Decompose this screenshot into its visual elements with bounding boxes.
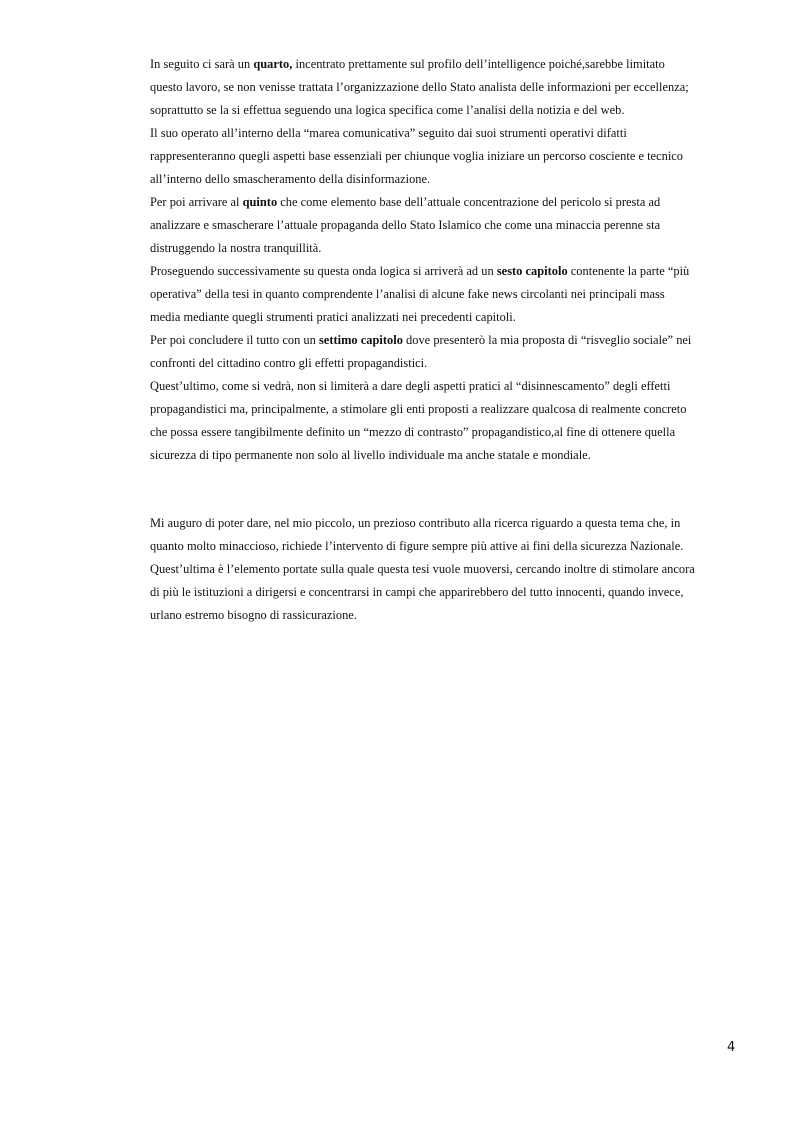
text-run: rappresenteranno quegli aspetti base essenziali per chiunque voglia iniziare un percorso cosciente e tecnico — [150, 149, 684, 163]
text-run: urlano estremo bisogno di rassicurazione. — [150, 608, 357, 622]
text-line — [150, 168, 750, 191]
paragraph — [150, 191, 750, 260]
text-line — [150, 237, 750, 260]
paragraph — [150, 375, 750, 467]
text-run: Per poi concludere il tutto con un — [150, 333, 319, 347]
text-run: distruggendo la nostra tranquillità. — [150, 241, 322, 255]
text-run: Per poi arrivare al — [150, 195, 243, 209]
text-run: operativa” della tesi in quanto comprendente l’analisi di alcune fake news circolanti nei principali mass — [150, 287, 665, 301]
text-run: In seguito ci sarà un — [150, 57, 254, 71]
paragraph — [150, 329, 750, 375]
text-run: quanto molto minaccioso, richiede l’intervento di figure sempre più attive ai fini della sicurezza Nazionale. — [150, 539, 684, 553]
text-run: sicurezza di tipo permanente non solo al livello individuale ma anche statale e mondiale. — [150, 448, 591, 462]
text-line — [150, 512, 750, 535]
text-line — [150, 76, 750, 99]
text-run: incentrato prettamente sul profilo dell’intelligence poiché,sarebbe limitato — [292, 57, 665, 71]
text-line — [150, 283, 750, 306]
text-run: confronti del cittadino contro gli effetti propagandistici. — [150, 356, 428, 370]
text-line — [150, 558, 750, 581]
bold-text: sesto capitolo — [496, 264, 568, 278]
text-line — [150, 375, 750, 398]
text-run: Mi auguro di poter dare, nel mio piccolo, un prezioso contributo alla ricerca riguardo a questa tema che, in — [150, 516, 681, 530]
text-run: Proseguendo successivamente su questa onda logica si arriverà ad un — [150, 264, 497, 278]
body-text-top — [150, 53, 750, 467]
text-run: Quest’ultimo, come si vedrà, non si limiterà a dare degli aspetti pratici al “disinnescamento” degli effetti — [150, 379, 671, 393]
text-line — [150, 191, 750, 214]
text-run: di più le istituzioni a dirigersi e concentrarsi in campi che apparirebbero del tutto innocenti, quando invece, — [150, 585, 684, 599]
page-number: 4 — [727, 1040, 736, 1055]
text-run: che possa essere tangibilmente definito un “mezzo di contrasto” propagandistico,al fine di ottenere quella — [150, 425, 676, 439]
bold-text: settimo capitolo — [318, 333, 403, 347]
text-run: Il suo operato all’interno della “marea comunicativa” seguito dai suoi strumenti operativi difatti — [150, 126, 627, 140]
text-run: soprattutto se la si effettua seguendo una logica specifica come l’analisi della notizia e del web. — [150, 103, 625, 117]
text-line — [150, 535, 750, 558]
bold-text: quinto — [242, 195, 278, 209]
text-line — [150, 260, 750, 283]
text-line — [150, 398, 750, 421]
text-run: contenente la parte “più — [567, 264, 690, 278]
paragraph — [150, 260, 750, 329]
text-run: propagandistici ma, principalmente, a stimolare gli enti proposti a realizzare qualcosa di realmente concreto — [150, 402, 687, 416]
text-line — [150, 444, 750, 467]
text-line — [150, 122, 750, 145]
text-run: dove presenterò la mia proposta di “risveglio sociale” nei — [402, 333, 692, 347]
text-line — [150, 53, 750, 76]
text-line — [150, 145, 750, 168]
paragraph — [150, 122, 750, 191]
text-line — [150, 581, 750, 604]
text-run: all’interno dello smascheramento della disinformazione. — [150, 172, 431, 186]
text-run: questo lavoro, se non venisse trattata l’organizzazione dello Stato analista delle informazioni per eccellenza; — [150, 80, 689, 94]
text-line — [150, 306, 750, 329]
text-run: media mediante quegli strumenti pratici analizzati nei precedenti capitoli. — [150, 310, 516, 324]
paragraph — [150, 53, 750, 122]
text-line — [150, 604, 750, 627]
text-run: che come elemento base dell’attuale concentrazione del pericolo si presta ad — [277, 195, 661, 209]
paragraph — [150, 512, 750, 627]
text-line — [150, 421, 750, 444]
text-line — [150, 99, 750, 122]
text-run: Quest’ultima è l’elemento portate sulla quale questa tesi vuole muoversi, cercando inoltre di stimolare ancora — [150, 562, 695, 576]
text-line — [150, 214, 750, 237]
text-line — [150, 329, 750, 352]
bold-text: quarto, — [253, 57, 293, 71]
body-text-bottom — [150, 512, 750, 627]
text-line — [150, 352, 750, 375]
text-run: analizzare e smascherare l’attuale propaganda dello Stato Islamico che come una minaccia perenne sta — [150, 218, 661, 232]
